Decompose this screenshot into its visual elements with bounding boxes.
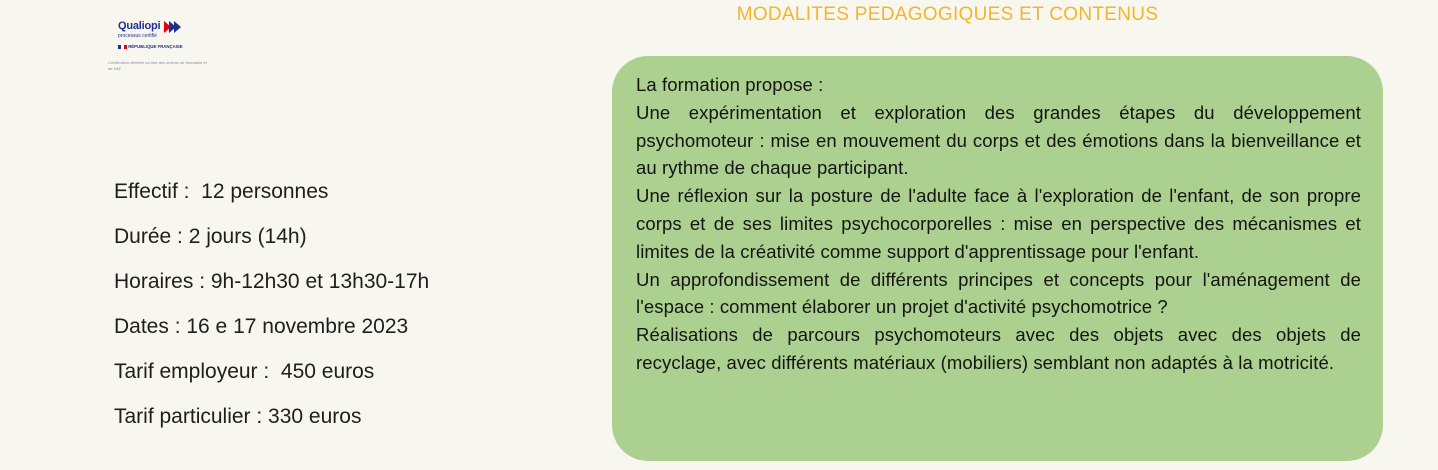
qualiopi-logo <box>108 18 208 74</box>
logo-country: RÉPUBLIQUE FRANÇAISE <box>118 44 183 49</box>
info-tarif-employeur: Tarif employeur : 450 euros <box>114 360 375 383</box>
info-dates: Dates : 16 e 17 novembre 2023 <box>114 315 409 338</box>
logo-certification: Certification délivrée au titre des actions de formation et de VAE <box>108 60 207 71</box>
logo-subtitle: processus certifié <box>118 33 157 39</box>
content-paragraph: Une réflexion sur la posture de l'adulte face à l'exploration de l'enfant, de son propre corps et de ses limites psychocorporelles : mise en perspective des mécanismes et limites de la créativité comme support d'apprentissage pour l'enfant. <box>636 185 1361 262</box>
info-duree: Durée : 2 jours (14h) <box>114 225 307 248</box>
training-info-list <box>114 177 429 447</box>
logo-arrows-icon <box>164 21 184 33</box>
content-paragraph: Une expérimentation et exploration des grandes étapes du développement psychomoteur : mise en mouvement du corps et des émotions dans la bienveillance et au rythme de chaque participant. <box>636 101 1361 179</box>
content-paragraph: Un approfondissement de différents principes et concepts pour l'aménagement de l'espace : comment élaborer un projet d'activité psychomotrice ? <box>636 268 1361 318</box>
section-title: MODALITES PEDAGOGIQUES ET CONTENUS <box>736 4 1159 25</box>
info-horaires: Horaires : 9h-12h30 et 13h30-17h <box>114 270 430 293</box>
info-tarif-particulier: Tarif particulier : 330 euros <box>114 405 362 428</box>
logo-wordmark: Qualiopi <box>118 20 161 32</box>
info-effectif: Effectif : 12 personnes <box>114 180 329 203</box>
content-paragraph: Réalisations de parcours psychomoteurs avec des objets avec des objets de recyclage, avec différents matériaux (mobiliers) semblant non adaptés à la motricité. <box>636 324 1361 373</box>
content-intro: La formation propose : <box>636 74 824 95</box>
content-box <box>612 56 1383 461</box>
